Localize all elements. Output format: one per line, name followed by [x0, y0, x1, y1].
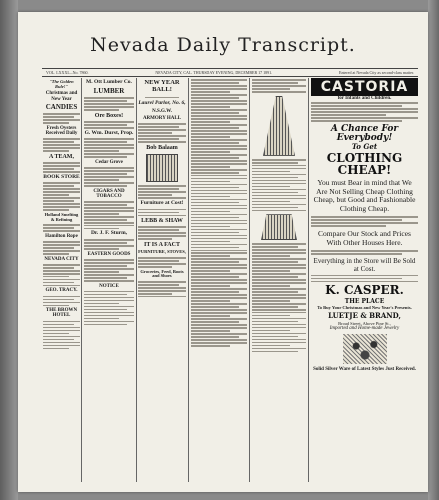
ad-heading: Holland Smelting & Refining	[44, 211, 79, 222]
castoria-subtitle: for Infants and Children.	[337, 96, 392, 101]
ad-heading: Bob Balaam	[146, 144, 178, 151]
column-rule	[136, 78, 137, 482]
dateline-volume: VOL. LXXXI—No. 7860.	[46, 70, 89, 75]
compare-text: Compare Our Stock and Prices With Other Houses Here.	[318, 228, 411, 247]
silverware-text: Solid Silver Ware of Latest Styles Just Received.	[313, 367, 416, 373]
column-rule	[308, 78, 309, 482]
column-rule	[188, 78, 189, 482]
castoria-banner: CASTORIA	[311, 78, 418, 96]
ad-heading: Groceries, Feed, Boots and Shoes	[140, 268, 184, 279]
ad-heading: CIGARS AND TOBACCO	[93, 188, 125, 199]
column-6	[311, 78, 418, 482]
column-rule	[249, 78, 250, 482]
ad-heading: Christmas and New Year	[45, 91, 78, 102]
skirt-illustration	[261, 214, 297, 240]
ad-heading: M. Ott Lumber Co.	[86, 79, 132, 85]
clothing-heading: CLOTHING CHEAP!	[326, 150, 403, 177]
flower-illustration	[343, 334, 387, 364]
page-binding	[0, 0, 18, 500]
column-1	[43, 78, 80, 482]
place-heading: THE PLACE	[344, 298, 385, 306]
everything-text: Everything in the Store will Be Sold at Cost.	[313, 256, 416, 273]
luetje-heading: LUETJE & BRAND,	[328, 311, 401, 321]
ad-heading: EASTERN GOODS	[87, 251, 131, 257]
ad-heading: GEO. TRACY.	[45, 288, 78, 294]
ad-heading: LEBB & SHAW	[141, 218, 183, 225]
ad-heading: Fresh Oysters Received Daily	[45, 125, 78, 137]
masthead-title: Nevada Daily Transcript.	[90, 34, 356, 56]
dress-illustration	[263, 96, 295, 156]
ad-heading: NOTICE	[99, 283, 119, 289]
illustration	[146, 154, 178, 182]
ad-heading: NEW YEAR BALL!	[144, 79, 180, 93]
to-get-heading: To Get	[351, 141, 378, 151]
column-2	[84, 78, 134, 482]
dateline-entry: Entered at Nevada City as second-class matter.	[339, 70, 414, 75]
ad-heading: "The Golden Rule!"	[49, 79, 74, 89]
dateline	[42, 68, 418, 77]
broad-street-text: Broad Street, Above Pine St.,	[338, 321, 391, 327]
clothing-body: You must Bear in mind that We Are Not Selling Cheap Clothing Cheap, but Good and Fashionable Clothing Cheap.	[313, 177, 416, 213]
casper-heading: K. CASPER.	[325, 283, 404, 298]
column-rule	[81, 78, 82, 482]
dateline-date: NEVADA CITY, CAL. THURSDAY EVENING, DECEMBER 17 1891.	[155, 70, 273, 75]
column-4	[191, 78, 247, 482]
ad-heading: G. Wm. Durst, Prop.	[84, 129, 134, 136]
ad-heading: BOOK STORE	[43, 173, 80, 180]
imported-text: Imported and Home-made Jewelry	[329, 326, 400, 332]
ad-heading: IT IS A FACT	[144, 241, 180, 248]
ad-heading: FURNITURE, STOVES,	[138, 249, 186, 255]
ad-heading: Laurel Parlor, No. 6,	[138, 100, 186, 107]
ad-heading: N.S.G.W.	[152, 108, 172, 114]
ad-heading: THE BROWN HOTEL	[45, 308, 78, 319]
ad-heading: Furniture at Cost!	[140, 199, 184, 206]
ad-heading: ARMORY HALL	[142, 116, 182, 122]
page-edge	[428, 0, 439, 500]
column-5	[252, 78, 306, 482]
newspaper-page	[18, 12, 428, 492]
ad-heading: A TEAM,	[49, 153, 74, 160]
ad-heading: CANDIES	[45, 102, 78, 111]
chance-heading: A Chance For Everybody!	[330, 123, 399, 143]
buy-text: To Buy Your Christmas and New Year's Presents.	[317, 305, 412, 311]
ad-heading: Ore Boxes!	[94, 112, 124, 119]
ad-heading: Hamilton Rope	[45, 233, 78, 239]
column-3	[138, 78, 186, 482]
ad-heading: Cedar Grove	[95, 159, 123, 165]
ad-heading: LUMBER	[93, 86, 125, 95]
ad-heading: Dr. J. F. Sturm,	[90, 230, 128, 237]
ad-heading: NEVADA CITY	[44, 256, 79, 262]
